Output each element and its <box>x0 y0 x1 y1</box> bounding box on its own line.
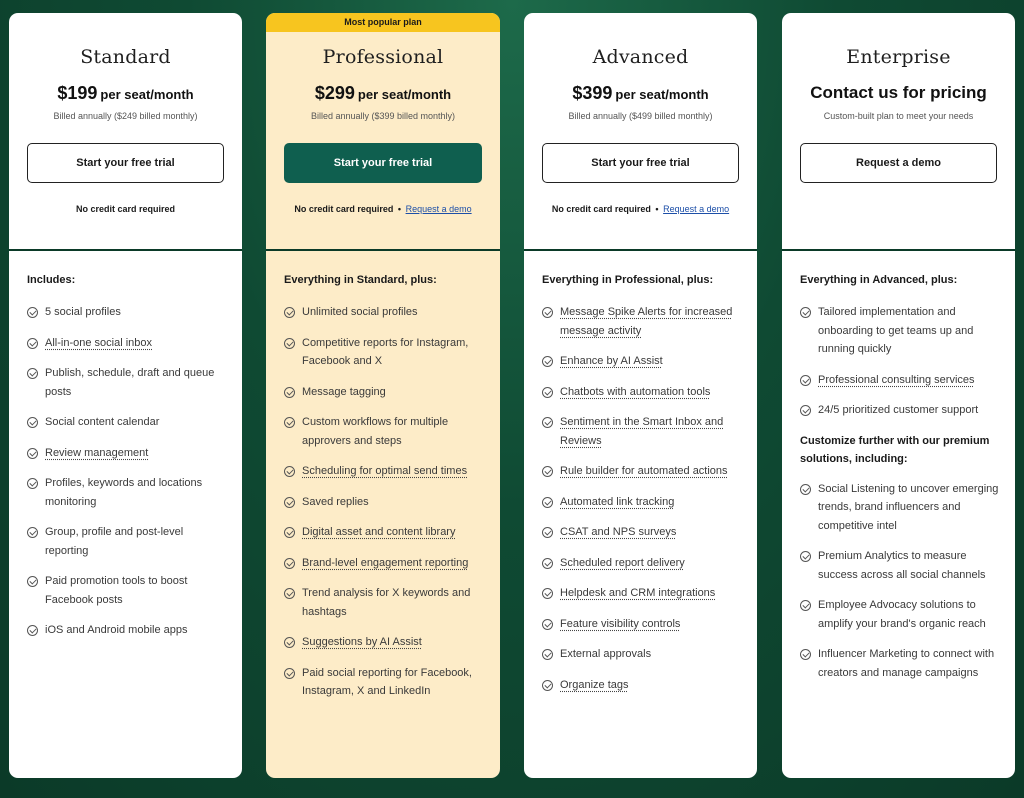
feature-list <box>800 303 1001 420</box>
plan-description: Custom-built plan to meet your needs <box>823 111 974 121</box>
premium-heading: Customize further with our premium solutions, including: <box>800 434 990 465</box>
feature-text: External approvals <box>560 648 652 660</box>
feature-text: Social content calendar <box>45 416 160 428</box>
plan-card-professional <box>266 13 500 778</box>
check-circle-icon <box>284 387 295 398</box>
feature-item <box>27 413 228 432</box>
feature-text[interactable]: Brand-level engagement reporting <box>302 556 469 569</box>
premium-feature-list <box>800 480 1001 683</box>
check-circle-icon <box>542 680 553 691</box>
feature-text: 5 social profiles <box>45 306 121 318</box>
feature-section <box>27 271 228 652</box>
plan-card-advanced <box>524 13 757 778</box>
separator: • <box>655 204 659 214</box>
feature-item <box>27 444 228 463</box>
feature-text[interactable]: Chatbots with automation tools <box>560 385 711 398</box>
feature-text: Premium Analytics to measure success across all social channels <box>818 550 986 581</box>
feature-text: Employee Advocacy solutions to amplify your brand's organic reach <box>818 599 986 630</box>
divider <box>782 249 1015 251</box>
billing-note: Billed annually ($499 billed monthly) <box>568 111 713 121</box>
feature-text: Paid promotion tools to boost Facebook posts <box>45 575 188 606</box>
no-credit-card-note <box>524 204 757 214</box>
divider <box>524 249 757 251</box>
price-row <box>524 83 757 104</box>
check-circle-icon <box>542 558 553 569</box>
feature-text: Tailored implementation and onboarding to get teams up and running quickly <box>818 306 974 355</box>
feature-text[interactable]: Scheduling for optimal send times <box>302 465 468 477</box>
start-free-trial-button[interactable]: Start your free trial <box>27 143 224 183</box>
feature-text[interactable]: Review management <box>45 446 149 459</box>
feature-text: Trend analysis for X keywords and hashtags <box>302 587 471 618</box>
price-unit: per seat/month <box>100 87 194 102</box>
feature-item <box>542 615 743 634</box>
features-heading: Everything in Standard, plus: <box>284 274 437 286</box>
check-circle-icon <box>542 387 553 398</box>
price-row <box>9 83 242 104</box>
feature-text: Custom workflows for multiple approvers and steps <box>302 416 449 447</box>
feature-item <box>800 371 1001 390</box>
plan-price: $399 <box>572 83 613 103</box>
features-heading: Everything in Professional, plus: <box>542 274 714 286</box>
feature-text: Influencer Marketing to connect with creators and manage campaigns <box>818 648 995 679</box>
plan-name: Advanced <box>592 46 689 68</box>
feature-text[interactable]: Helpdesk and CRM integrations <box>560 587 716 599</box>
feature-text: 24/5 prioritized customer support <box>818 404 979 416</box>
feature-text[interactable]: Scheduled report delivery <box>560 556 685 569</box>
feature-item <box>284 462 486 481</box>
check-circle-icon <box>542 497 553 508</box>
most-popular-badge: Most popular plan <box>266 13 500 32</box>
request-demo-button[interactable]: Request a demo <box>800 143 997 183</box>
feature-item <box>27 474 228 511</box>
plan-card-standard <box>9 13 242 778</box>
feature-item <box>542 493 743 512</box>
feature-item <box>27 364 228 401</box>
plan-name: Professional <box>322 46 444 68</box>
check-circle-icon <box>800 551 811 562</box>
divider <box>9 249 242 251</box>
feature-item <box>542 462 743 481</box>
feature-text: Paid social reporting for Facebook, Instagram, X and LinkedIn <box>302 666 472 697</box>
feature-item <box>284 633 486 652</box>
check-circle-icon <box>27 417 38 428</box>
billing-note: Billed annually ($249 billed monthly) <box>53 111 198 121</box>
features-heading: Everything in Advanced, plus: <box>800 274 958 286</box>
feature-item <box>542 303 743 340</box>
feature-text[interactable]: Digital asset and content library <box>302 526 456 538</box>
feature-section <box>542 271 743 706</box>
feature-item <box>284 554 486 573</box>
check-circle-icon <box>27 527 38 538</box>
check-circle-icon <box>542 466 553 477</box>
feature-text: Saved replies <box>302 495 369 508</box>
start-free-trial-button[interactable]: Start your free trial <box>542 143 739 183</box>
feature-item <box>27 523 228 560</box>
check-circle-icon <box>284 637 295 648</box>
separator: • <box>397 204 402 214</box>
billing-note: Billed annually ($399 billed monthly) <box>310 111 456 121</box>
feature-text: Competitive reports for Instagram, Facebook and X <box>302 336 469 367</box>
feature-text: Unlimited social profiles <box>302 306 418 318</box>
feature-text[interactable]: Automated link tracking <box>560 495 675 508</box>
no-credit-card-note <box>266 204 500 214</box>
feature-text[interactable]: Rule builder for automated actions <box>560 465 728 477</box>
feature-item <box>284 303 486 322</box>
feature-item <box>800 480 1001 536</box>
feature-item <box>284 523 486 542</box>
check-circle-icon <box>284 497 295 508</box>
check-circle-icon <box>27 478 38 489</box>
plan-name: Enterprise <box>846 46 951 68</box>
feature-item <box>284 584 486 621</box>
plan-price: $299 <box>314 83 355 103</box>
check-circle-icon <box>284 588 295 599</box>
check-circle-icon <box>542 649 553 660</box>
feature-item <box>27 572 228 609</box>
feature-item <box>542 523 743 542</box>
check-circle-icon <box>800 600 811 611</box>
no-credit-card-text: No credit card required <box>75 204 176 214</box>
feature-item <box>542 352 743 371</box>
plan-card-enterprise <box>782 13 1015 778</box>
check-circle-icon <box>27 368 38 379</box>
request-demo-link[interactable]: Request a demo <box>663 204 730 214</box>
contact-pricing-text: Contact us for pricing <box>810 83 987 102</box>
feature-item <box>27 621 228 640</box>
check-circle-icon <box>800 307 811 318</box>
feature-list <box>284 303 486 701</box>
feature-item <box>542 584 743 603</box>
no-credit-card-text: No credit card required <box>551 204 651 214</box>
check-circle-icon <box>284 307 295 318</box>
check-circle-icon <box>284 417 295 428</box>
check-circle-icon <box>542 527 553 538</box>
check-circle-icon <box>284 668 295 679</box>
check-circle-icon <box>800 375 811 386</box>
feature-item <box>542 383 743 402</box>
feature-section <box>284 271 486 713</box>
feature-item <box>284 383 486 402</box>
feature-text[interactable]: CSAT and NPS surveys <box>560 526 677 538</box>
feature-section <box>800 271 1001 694</box>
feature-item <box>284 413 486 450</box>
feature-text: Group, profile and post-level reporting <box>45 526 184 557</box>
check-circle-icon <box>27 448 38 459</box>
feature-text[interactable]: Professional consulting services <box>818 373 975 386</box>
plan-name: Standard <box>80 46 171 68</box>
feature-list <box>27 303 228 640</box>
no-credit-card-text: No credit card required <box>294 204 394 214</box>
feature-text[interactable]: Suggestions by AI Assist <box>302 636 422 648</box>
check-circle-icon <box>284 338 295 349</box>
feature-item <box>800 547 1001 584</box>
feature-item <box>800 303 1001 359</box>
check-circle-icon <box>800 649 811 660</box>
feature-text: Message tagging <box>302 385 386 398</box>
feature-item <box>800 645 1001 682</box>
check-circle-icon <box>27 625 38 636</box>
check-circle-icon <box>800 484 811 495</box>
check-circle-icon <box>284 558 295 569</box>
check-circle-icon <box>284 466 295 477</box>
features-heading: Includes: <box>27 274 76 286</box>
feature-item <box>27 303 228 322</box>
feature-item <box>542 413 743 450</box>
feature-text[interactable]: Feature visibility controls <box>560 617 681 630</box>
divider <box>266 249 500 251</box>
price-unit: per seat/month <box>357 87 452 102</box>
feature-text: Publish, schedule, draft and queue posts <box>45 367 215 398</box>
feature-item <box>284 493 486 512</box>
no-credit-card-note <box>9 204 242 214</box>
feature-item <box>542 554 743 573</box>
check-circle-icon <box>542 619 553 630</box>
feature-text[interactable]: Sentiment in the Smart Inbox and Reviews <box>560 416 724 447</box>
feature-text[interactable]: Organize tags <box>560 678 629 691</box>
check-circle-icon <box>542 417 553 428</box>
feature-item <box>27 334 228 353</box>
feature-text[interactable]: All-in-one social inbox <box>45 336 152 349</box>
check-circle-icon <box>542 588 553 599</box>
feature-text: Profiles, keywords and locations monitoring <box>45 477 203 508</box>
feature-item <box>800 401 1001 420</box>
price-row <box>266 83 500 104</box>
price-row <box>782 83 1015 103</box>
price-unit: per seat/month <box>615 87 709 102</box>
check-circle-icon <box>542 356 553 367</box>
feature-list <box>542 303 743 694</box>
check-circle-icon <box>800 405 811 416</box>
feature-text[interactable]: Enhance by AI Assist <box>560 355 663 367</box>
feature-text: iOS and Android mobile apps <box>45 624 188 636</box>
feature-item <box>284 664 486 701</box>
start-free-trial-button[interactable]: Start your free trial <box>284 143 482 183</box>
check-circle-icon <box>27 576 38 587</box>
feature-item <box>542 645 743 664</box>
check-circle-icon <box>542 307 553 318</box>
feature-text[interactable]: Message Spike Alerts for increased message activity <box>560 306 733 337</box>
request-demo-link[interactable]: Request a demo <box>405 204 472 214</box>
plan-price: $199 <box>57 83 98 103</box>
check-circle-icon <box>27 307 38 318</box>
feature-text: Social Listening to uncover emerging trends, brand influencers and competitive intel <box>818 482 999 532</box>
check-circle-icon <box>27 338 38 349</box>
feature-item <box>542 676 743 695</box>
check-circle-icon <box>284 527 295 538</box>
feature-item <box>800 596 1001 633</box>
feature-item <box>284 334 486 371</box>
